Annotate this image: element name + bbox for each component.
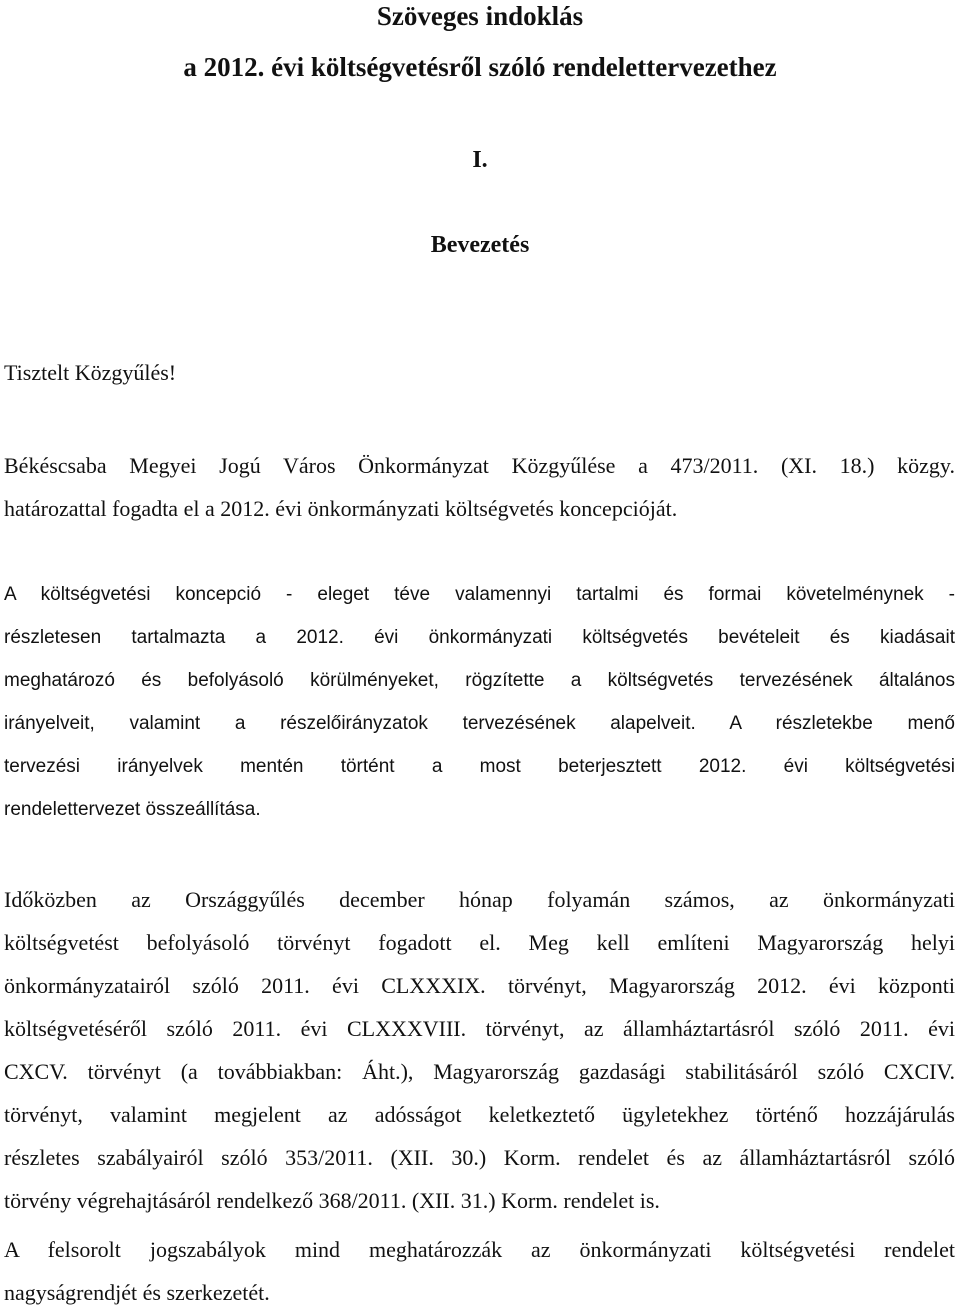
salutation: Tisztelt Közgyűlés! <box>4 360 177 385</box>
paragraph-line: törvényt, valamint megjelent az adósságot keletkeztető ügyletekhez történő hozzájárulás <box>4 1102 955 1127</box>
paragraph-line: részletes szabályairól szóló 353/2011. (XII. 30.) Korm. rendelet és az államháztartásról szóló <box>4 1145 955 1170</box>
paragraph-line: Időközben az Országgyűlés december hónap folyamán számos, az önkormányzati <box>4 887 955 912</box>
section-title: Bevezetés <box>430 232 530 258</box>
paragraph-line: részletesen tartalmazta a 2012. évi önkormányzati költségvetés bevételeit és kiadásait <box>4 627 955 648</box>
paragraph-line: nagyságrendjét és szerkezetét. <box>4 1280 270 1305</box>
paragraph-line: A felsorolt jogszabályok mind meghatározzák az önkormányzati költségvetési rendelet <box>4 1237 955 1262</box>
paragraph-line: A költségvetési koncepció - eleget téve valamennyi tartalmi és formai követelménynek - <box>4 584 955 605</box>
paragraph-line: önkormányzatairól szóló 2011. évi CLXXXIX. törvényt, Magyarország 2012. évi központi <box>4 973 955 998</box>
paragraph-line: költségvetéséről szóló 2011. évi CLXXXVIII. törvényt, az államháztartásról szóló 2011. évi <box>4 1016 955 1041</box>
paragraph-line: határozattal fogadta el a 2012. évi önkormányzati költségvetés koncepcióját. <box>4 496 678 521</box>
paragraph-line: törvény végrehajtásáról rendelkező 368/2011. (XII. 31.) Korm. rendelet is. <box>4 1188 660 1213</box>
paragraph-line: rendelettervezet összeállítása. <box>4 799 261 820</box>
document-title: Szöveges indoklás <box>376 1 584 31</box>
paragraph-line: tervezési irányelvek mentén történt a most beterjesztett 2012. évi költségvetési <box>4 756 955 777</box>
paragraph-line: irányelveit, valamint a részelőirányzatok tervezésének alapelveit. A részletekbe menő <box>4 713 955 734</box>
paragraph-line: CXCV. törvényt (a továbbiakban: Áht.), Magyarország gazdasági stabilitásáról szóló CXCIV. <box>4 1059 955 1084</box>
paragraph-line: meghatározó és befolyásoló körülményeket, rögzítette a költségvetés tervezésének általános <box>4 670 955 691</box>
document-subtitle: a 2012. évi költségvetésről szóló rendelettervezethez <box>183 52 777 82</box>
paragraph-line: költségvetést befolyásoló törvényt fogadott el. Meg kell említeni Magyarország helyi <box>4 930 955 955</box>
paragraph-line: Békéscsaba Megyei Jogú Város Önkormányzat Közgyűlése a 473/2011. (XI. 18.) közgy. <box>4 453 955 478</box>
section-number: I. <box>472 147 488 173</box>
